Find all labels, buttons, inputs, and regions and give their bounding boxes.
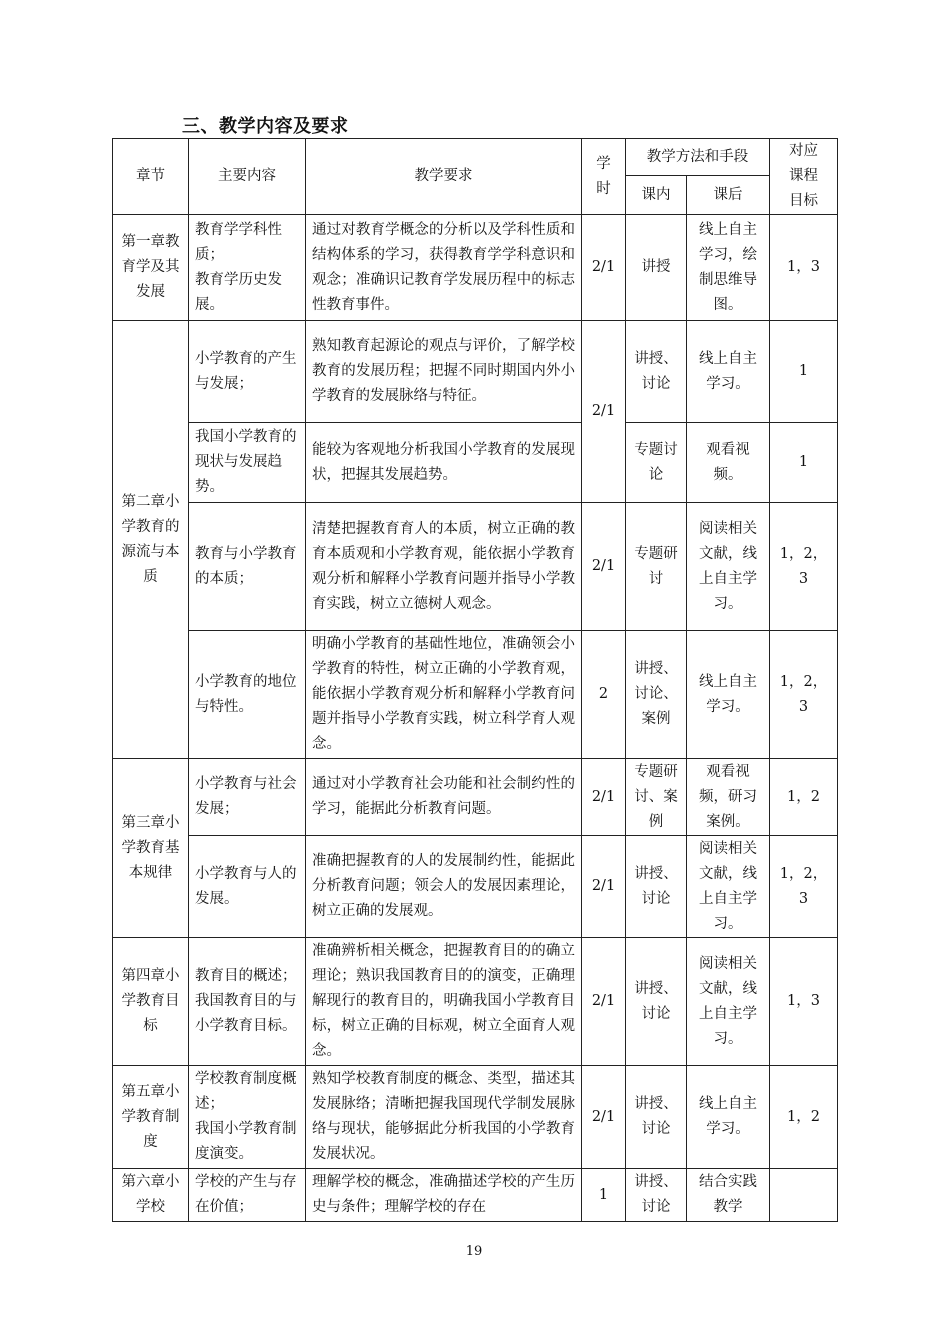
main-content-item: 教育目的概述；	[195, 968, 297, 984]
hours: 2/1	[582, 1066, 626, 1169]
main-content-item: 学校教育制度概述；	[195, 1071, 297, 1112]
header-objective-line2: 课程	[789, 168, 818, 184]
table-row	[113, 1066, 838, 1169]
teaching-requirement: 能较为客观地分析我国小学教育的发展现状，把握其发展趋势。	[306, 423, 582, 503]
course-objective: 1，2	[770, 759, 838, 836]
in-class-method: 讲授、讨论	[626, 321, 687, 423]
table-header-row	[113, 139, 838, 176]
table-row	[113, 1169, 838, 1222]
after-class-method: 线上自主学习。	[687, 631, 770, 759]
after-class-method: 线上自主学习。	[687, 1066, 770, 1169]
in-class-method: 讲授	[626, 215, 687, 321]
teaching-requirement: 理解学校的概念，准确描述学校的产生历史与条件；理解学校的存在	[306, 1169, 582, 1222]
course-objective: 1，2，3	[770, 503, 838, 631]
header-hours-line1: 学	[596, 155, 611, 172]
teaching-requirement: 通过对教育学概念的分析以及学科性质和结构体系的学习，获得教育学学科意识和观念；准确识记教育学发展历程中的标志性教育事件。	[306, 215, 582, 321]
table-row	[113, 836, 838, 938]
main-content	[189, 215, 306, 321]
header-after-class: 课后	[687, 176, 770, 215]
after-class-method: 线上自主学习。	[687, 321, 770, 423]
section-heading: 三、教学内容及要求	[182, 116, 349, 137]
header-objective	[770, 139, 838, 215]
hours: 1	[582, 1169, 626, 1222]
hours: 2/1	[582, 836, 626, 938]
main-content: 小学教育的地位与特性。	[189, 631, 306, 759]
header-objective-line3: 目标	[789, 193, 818, 209]
course-objective: 1，2	[770, 1066, 838, 1169]
after-class-method: 阅读相关文献，线上自主学习。	[687, 938, 770, 1066]
teaching-requirement: 明确小学教育的基础性地位，准确领会小学教育的特性，树立正确的小学教育观，能依据小学教育观分析和解释小学教育问题并指导小学教育实践，树立科学育人观念。	[306, 631, 582, 759]
main-content	[189, 1066, 306, 1169]
chapter-name: 第六章小学校	[113, 1169, 189, 1222]
hours: 2/1	[582, 215, 626, 321]
main-content	[189, 938, 306, 1066]
course-objective: 1	[770, 423, 838, 503]
teaching-requirement: 清楚把握教育育人的本质，树立正确的教育本质观和小学教育观，能依据小学教育观分析和解释小学教育问题并指导小学教育实践，树立立德树人观念。	[306, 503, 582, 631]
chapter-name: 第四章小学教育目标	[113, 938, 189, 1066]
main-content: 小学教育的产生与发展；	[189, 321, 306, 423]
after-class-method: 结合实践教学	[687, 1169, 770, 1222]
header-hours	[582, 139, 626, 215]
main-content: 学校的产生与存在价值；	[189, 1169, 306, 1222]
after-class-method: 观看视频。	[687, 423, 770, 503]
in-class-method: 讲授、讨论、案例	[626, 631, 687, 759]
chapter-name: 第一章教育学及其发展	[113, 215, 189, 321]
table-row	[113, 215, 838, 321]
header-chapter: 章节	[113, 139, 189, 215]
in-class-method: 讲授、讨论	[626, 836, 687, 938]
table-row	[113, 423, 838, 503]
main-content: 我国小学教育的现状与发展趋势。	[189, 423, 306, 503]
hours: 2/1	[582, 759, 626, 836]
main-content-item: 教育学学科性质；	[195, 221, 282, 263]
header-content: 主要内容	[189, 139, 306, 215]
main-content-item: 我国教育目的与小学教育目标。	[195, 993, 297, 1034]
table-row	[113, 631, 838, 759]
course-objective: 1，3	[770, 938, 838, 1066]
teaching-requirement: 通过对小学教育社会功能和社会制约性的学习，能据此分析教育问题。	[306, 759, 582, 836]
in-class-method: 专题研讨	[626, 503, 687, 631]
in-class-method: 专题讨论	[626, 423, 687, 503]
after-class-method: 线上自主学习，绘制思维导图。	[687, 215, 770, 321]
in-class-method: 讲授、讨论	[626, 1066, 687, 1169]
in-class-method: 讲授、讨论	[626, 938, 687, 1066]
table-row	[113, 321, 838, 423]
hours: 2	[582, 631, 626, 759]
teaching-requirement: 准确把握教育的人的发展制约性，能据此分析教育问题；领会人的发展因素理论，树立正确的发展观。	[306, 836, 582, 938]
course-objective	[770, 1169, 838, 1222]
chapter-name: 第三章小学教育基本规律	[113, 759, 189, 938]
main-content: 小学教育与人的发展。	[189, 836, 306, 938]
in-class-method: 专题研讨、案例	[626, 759, 687, 836]
teaching-requirement: 熟知教育起源论的观点与评价，了解学校教育的发展历程；把握不同时期国内外小学教育的发展脉络与特征。	[306, 321, 582, 423]
header-objective-line1: 对应	[789, 143, 818, 159]
course-objective: 1，3	[770, 215, 838, 321]
main-content: 小学教育与社会发展；	[189, 759, 306, 836]
table-row	[113, 938, 838, 1066]
after-class-method: 阅读相关文献，线上自主学习。	[687, 503, 770, 631]
teaching-content-table	[112, 138, 838, 1222]
teaching-requirement: 准确辨析相关概念，把握教育目的的确立理论；熟识我国教育目的的演变，正确理解现行的教育目的，明确我国小学教育目标，树立正确的目标观，树立全面育人观念。	[306, 938, 582, 1066]
header-hours-line2: 时	[596, 180, 611, 197]
hours: 2/1	[582, 321, 626, 503]
after-class-method: 观看视频，研习案例。	[687, 759, 770, 836]
in-class-method: 讲授、讨论	[626, 1169, 687, 1222]
course-objective: 1，2，3	[770, 836, 838, 938]
hours: 2/1	[582, 938, 626, 1066]
header-method: 教学方法和手段	[626, 139, 770, 176]
chapter-name: 第五章小学教育制度	[113, 1066, 189, 1169]
course-objective: 1，2，3	[770, 631, 838, 759]
main-content: 教育与小学教育的本质；	[189, 503, 306, 631]
page-number: 19	[465, 1244, 483, 1259]
table-row	[113, 759, 838, 836]
hours: 2/1	[582, 503, 626, 631]
chapter-name: 第二章小学教育的源流与本质	[113, 321, 189, 759]
teaching-requirement: 熟知学校教育制度的概念、类型，描述其发展脉络；清晰把握我国现代学制发展脉络与现状，能够据此分析我国的小学教育发展状况。	[306, 1066, 582, 1169]
header-requirement: 教学要求	[306, 139, 582, 215]
main-content-item: 教育学历史发展。	[195, 271, 282, 313]
main-content-item: 我国小学教育制度演变。	[195, 1121, 297, 1162]
after-class-method: 阅读相关文献，线上自主学习。	[687, 836, 770, 938]
table-row	[113, 503, 838, 631]
header-in-class: 课内	[626, 176, 687, 215]
course-objective: 1	[770, 321, 838, 423]
